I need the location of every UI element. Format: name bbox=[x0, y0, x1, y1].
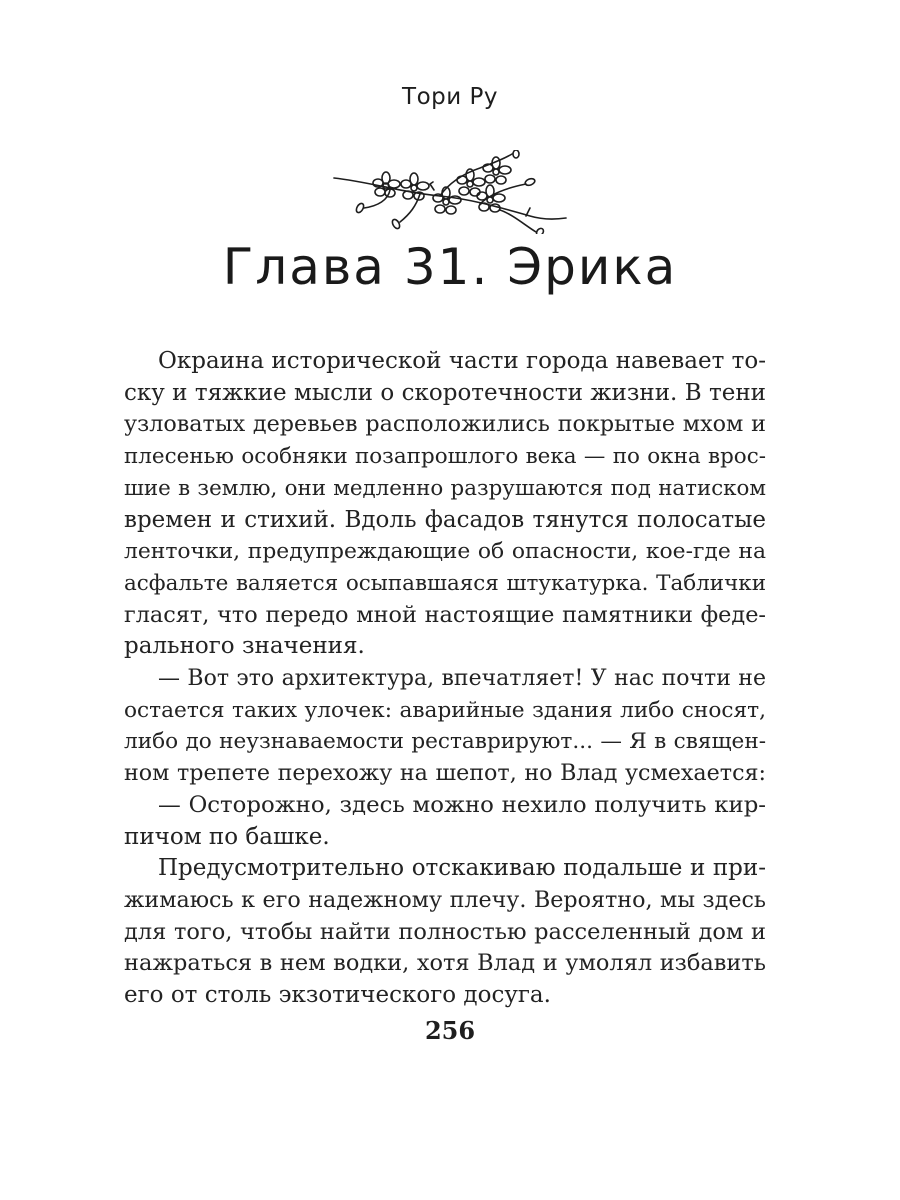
paragraph bbox=[124, 346, 766, 663]
text-line: ном трепете перехожу на шепот, но Влад усмехается: bbox=[124, 760, 766, 787]
text-line: его от столь экзотического досуга. bbox=[124, 982, 551, 1009]
text-line: — Вот это архитектура, впечатляет! У нас почти не bbox=[158, 666, 766, 692]
paragraph bbox=[124, 663, 766, 790]
text-line: плесенью особняки позапрошлого века — по окна врос- bbox=[124, 444, 766, 470]
chapter-title: Глава 31. Эрика bbox=[222, 238, 678, 296]
running-head-author: Тори Ру bbox=[402, 84, 498, 110]
text-line: ску и тяжкие мысли о скоротечности жизни. В тени bbox=[124, 379, 766, 406]
paragraph bbox=[124, 853, 766, 1012]
text-line: — Осторожно, здесь можно нехило получить кир- bbox=[158, 791, 766, 818]
text-line: остается таких улочек: аварийные здания либо сносят, bbox=[124, 697, 766, 723]
text-line: Окраина исторической части города навевает то- bbox=[158, 348, 766, 374]
cherry-blossom-branch-icon bbox=[330, 150, 570, 234]
page-number: 256 bbox=[424, 1016, 476, 1045]
text-line: нажраться в нем водки, хотя Влад и умолял избавить bbox=[124, 950, 766, 977]
text-line: для того, чтобы найти полностью расселенный дом и bbox=[124, 918, 766, 945]
text-line: жимаюсь к его надежному плечу. Вероятно, мы здесь bbox=[124, 886, 766, 913]
text-line: рального значения. bbox=[124, 633, 365, 660]
text-line: либо до неузнаваемости реставрируют... — Я в священ- bbox=[124, 729, 766, 755]
text-line: узловатых деревьев расположились покрытые мхом и bbox=[124, 411, 766, 438]
text-line: пичом по башке. bbox=[124, 823, 330, 850]
text-line: времен и стихий. Вдоль фасадов тянутся полосатые bbox=[124, 506, 766, 533]
text-line: асфальте валяется осыпавшаяся штукатурка. Таблички bbox=[124, 570, 766, 596]
text-line: Предусмотрительно отскакиваю подальше и при- bbox=[158, 855, 766, 882]
paragraph bbox=[124, 790, 766, 853]
text-line: гласят, что передо мной настоящие памятники феде- bbox=[124, 601, 766, 628]
chapter-body bbox=[124, 346, 766, 1012]
text-line: шие в землю, они медленно разрушаются под натиском bbox=[124, 475, 766, 501]
text-line: ленточки, предупреждающие об опасности, кое-где на bbox=[124, 539, 766, 565]
